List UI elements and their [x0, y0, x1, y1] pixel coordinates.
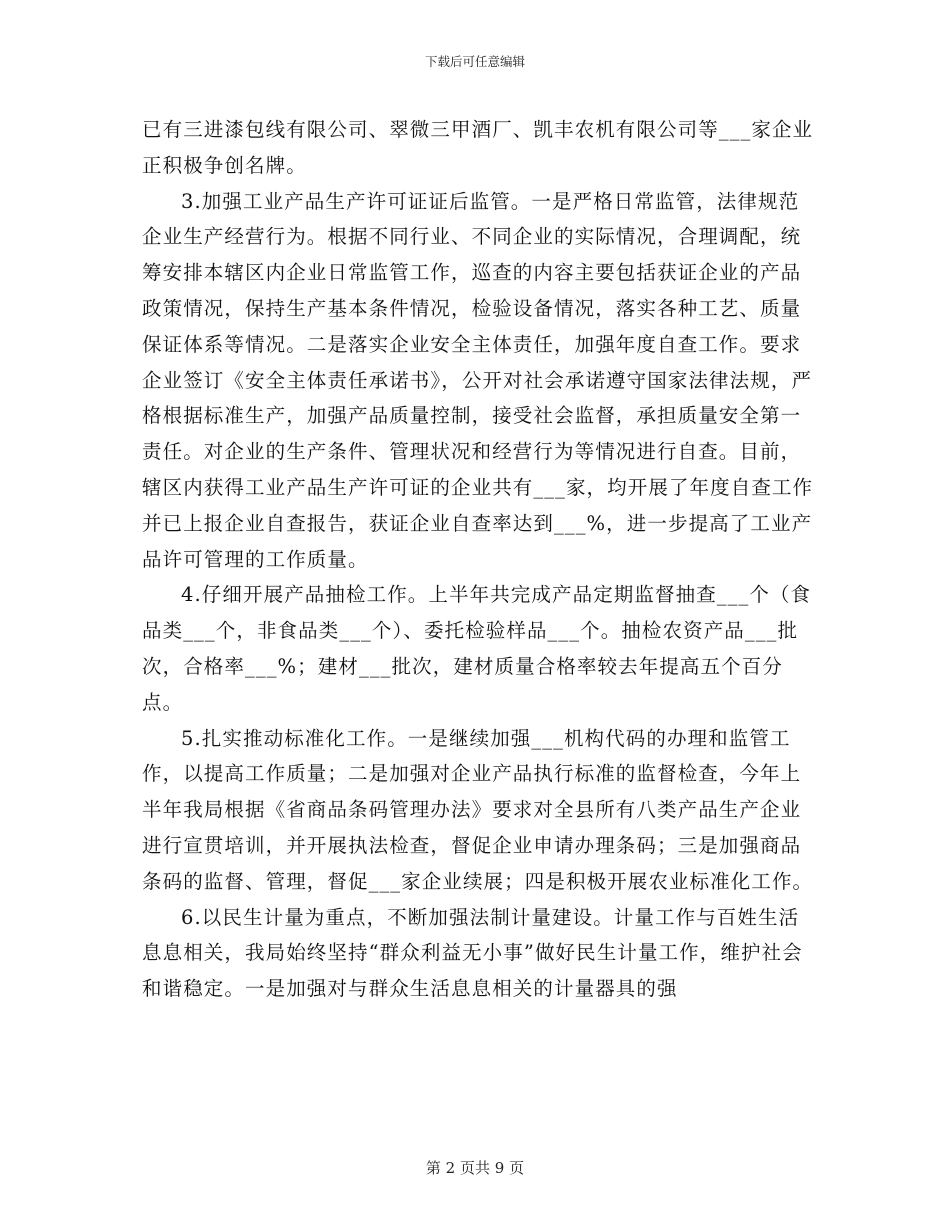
paragraph-3: 3.加强工业产品生产许可证证后监管。一是严格日常监管，法律规范企业生产经营行为。根据不同行业、不同企业的实际情况，合理调配，统筹安排本辖区内企业日常监管工作，巡查的内容主要包括获证企业的产品政策情况，保持生产基本条件情况，检验设备情况，落实各种工艺、质量保证体系等情况。二是落实企业安全主体责任，加强年度自查工作。要求企业签订《安全主体责任承诺书》，公开对社会承诺遵守国家法律法规，严格根据标准生产，加强产品质量控制，接受社会监督，承担质量安全第一责任。对企业的生产条件、管理状况和经营行为等情况进行自查。目前，辖区内获得工业产品生产许可证的企业共有___家，均开展了年度自查工作并已上报企业自查报告，获证企业自查率达到___%，进一步提高了工业产品许可管理的工作质量。 [142, 189, 814, 571]
paragraph-5: 5.扎实推动标准化工作。一是继续加强___机构代码的办理和监管工作，以提高工作质量；二是加强对企业产品执行标准的监督检查，今年上半年我局根据《省商品条码管理办法》要求对全县所有八类产品生产企业进行宣贯培训，并开展执法检查，督促企业申请办理条码；三是加强商品条码的监督、管理，督促___家企业续展；四是积极开展农业标准化工作。 [142, 726, 814, 893]
paragraph-continuation: 已有三进漆包线有限公司、翠微三甲酒厂、凯丰农机有限公司等___家企业正积极争创名牌。 [142, 118, 814, 177]
paragraph-6: 6.以民生计量为重点，不断加强法制计量建设。计量工作与百姓生活息息相关，我局始终坚持“群众利益无小事”做好民生计量工作，维护社会和谐稳定。一是加强对与群众生活息息相关的计量器具的强 [142, 905, 803, 1001]
paragraph-4: 4.仔细开展产品抽检工作。上半年共完成产品定期监督抽查___个（食品类___个，非食品类___个）、委托检验样品___个。抽检农资产品___批次，合格率___%；建材___批次，建材质量合格率较去年提高五个百分点。 [142, 583, 812, 714]
page-header: 下载后可任意编辑 [424, 54, 525, 69]
page-footer: 第 2 页共 9 页 [425, 1159, 525, 1177]
document-body [142, 112, 818, 1007]
